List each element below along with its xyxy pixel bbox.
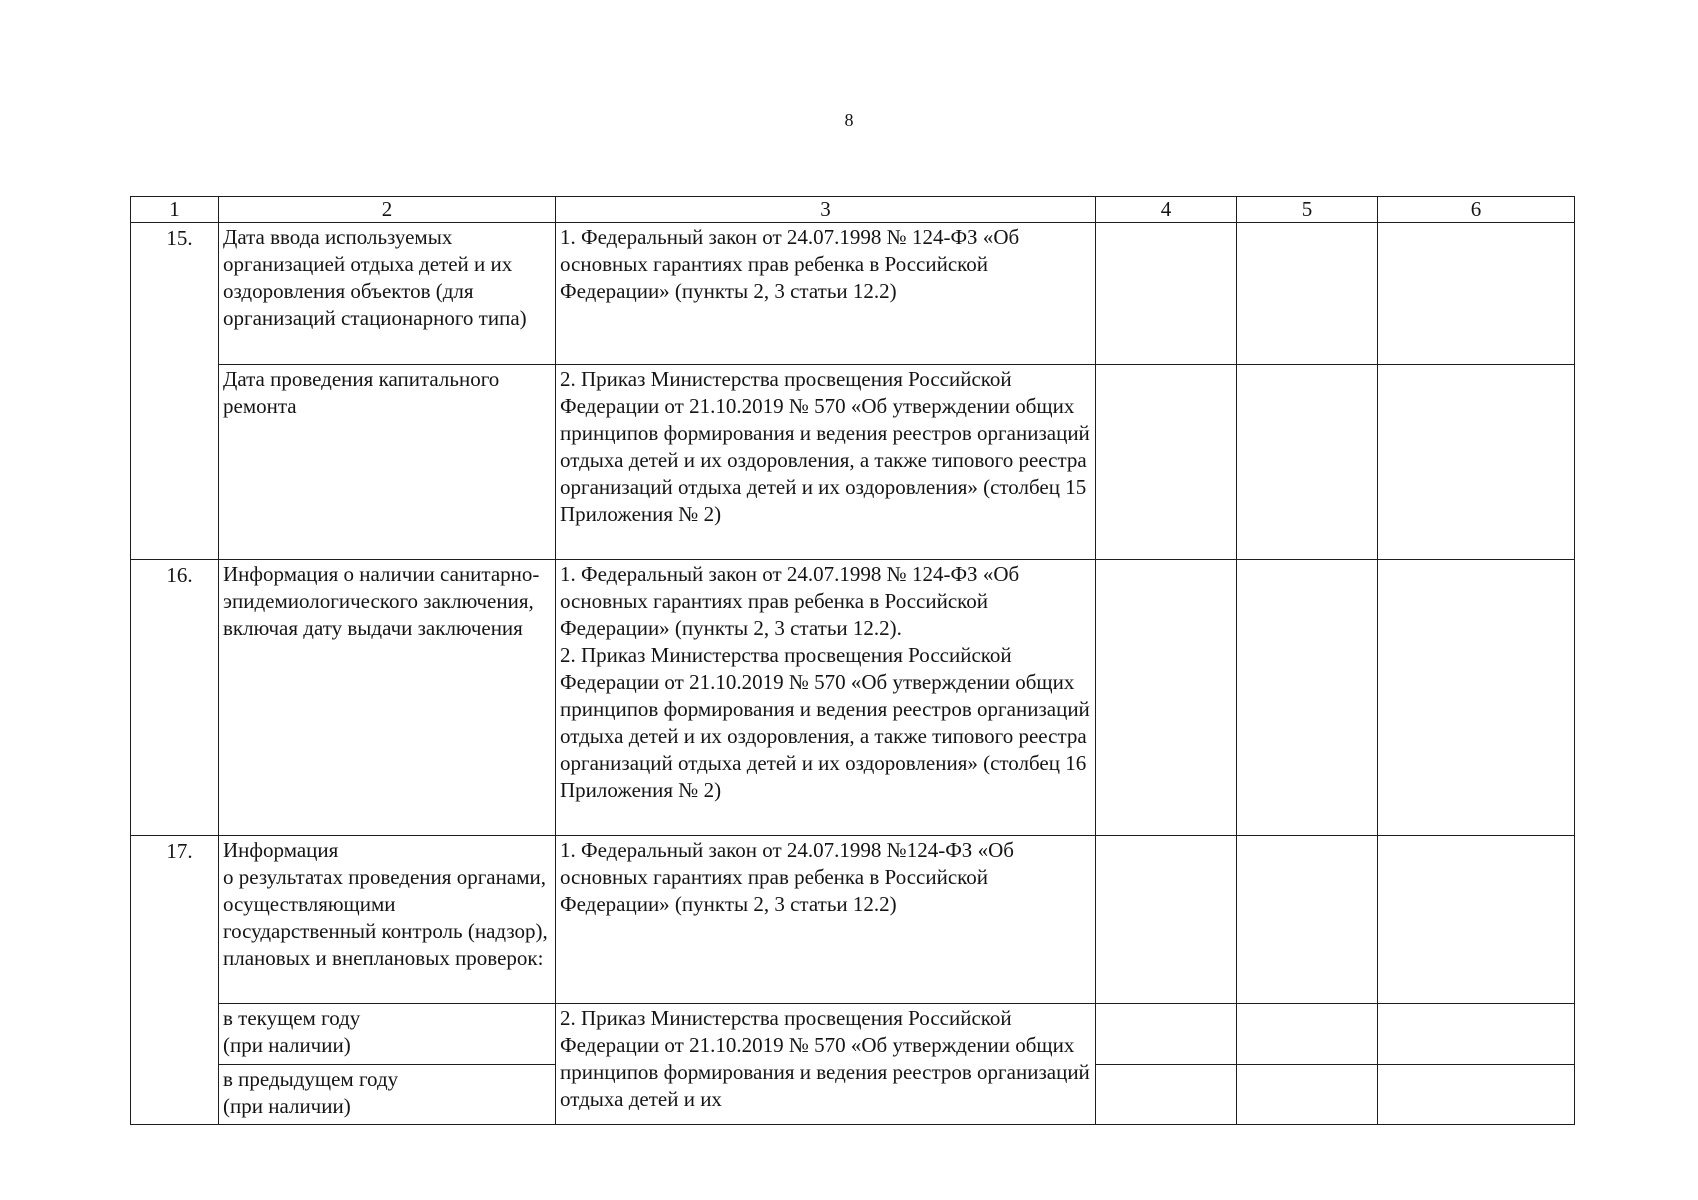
column-header-3: 3 <box>556 197 1096 223</box>
row-16-col6 <box>1378 560 1575 836</box>
table-row-15b <box>131 365 1575 560</box>
row-number-17: 17. <box>131 836 219 1125</box>
page-number: 8 <box>844 110 854 130</box>
row-17c-col6 <box>1378 1065 1575 1125</box>
table-row-16 <box>131 560 1575 836</box>
row-15a-legal-basis: 1. Федеральный закон от 24.07.1998 № 124-ФЗ «Об основных гарантиях прав ребенка в Российской Федерации» (пункты 2, 3 статьи 12.2) <box>556 223 1096 365</box>
row-16-indicator: Информация о наличии санитарно- эпидемиологического заключения, включая дату выдачи заключения <box>219 560 556 836</box>
table-header-row <box>131 197 1575 223</box>
row-15b-indicator: Дата проведения капитального ремонта <box>219 365 556 560</box>
row-17a-col6 <box>1378 836 1575 1004</box>
row-17b-legal-basis: 2. Приказ Министерства просвещения Российской Федерации от 21.10.2019 № 570 «Об утверждении общих принципов формирования и ведения реестров организаций отдыха детей и их <box>556 1004 1096 1125</box>
row-17b-indicator: в текущем году (при наличии) <box>219 1004 556 1065</box>
column-header-2: 2 <box>219 197 556 223</box>
row-15b-col5 <box>1237 365 1378 560</box>
row-15a-col5 <box>1237 223 1378 365</box>
table-row-17a <box>131 836 1575 1004</box>
column-header-4: 4 <box>1096 197 1237 223</box>
row-17c-col4 <box>1096 1065 1237 1125</box>
row-17a-indicator: Информация о результатах проведения органами, осуществляющими государственный контроль (надзор), плановых и внеплановых проверок: <box>219 836 556 1004</box>
row-16-col4 <box>1096 560 1237 836</box>
row-15a-col4 <box>1096 223 1237 365</box>
row-number-16: 16. <box>131 560 219 836</box>
column-header-1: 1 <box>131 197 219 223</box>
requirements-table <box>130 196 1575 1125</box>
row-17b-col4 <box>1096 1004 1237 1065</box>
row-15b-col4 <box>1096 365 1237 560</box>
table-row-15a <box>131 223 1575 365</box>
row-15a-col6 <box>1378 223 1575 365</box>
row-17c-indicator: в предыдущем году (при наличии) <box>219 1065 556 1125</box>
column-header-5: 5 <box>1237 197 1378 223</box>
row-16-col5 <box>1237 560 1378 836</box>
row-17b-col6 <box>1378 1004 1575 1065</box>
row-16-legal-basis: 1. Федеральный закон от 24.07.1998 № 124-ФЗ «Об основных гарантиях прав ребенка в Российской Федерации» (пункты 2, 3 статьи 12.2). 2. Приказ Министерства просвещения Российской Федерации от 21.10.2019 № 570 «Об утверждении общих принципов формирования и ведения реестров организаций отдыха детей и их оздоровления, а также типового реестра организаций отдыха детей и их оздоровления» (столбец 16 Приложения № 2) <box>556 560 1096 836</box>
table-row-17b <box>131 1004 1575 1065</box>
row-17a-legal-basis: 1. Федеральный закон от 24.07.1998 №124-ФЗ «Об основных гарантиях прав ребенка в Российской Федерации» (пункты 2, 3 статьи 12.2) <box>556 836 1096 1004</box>
column-header-6: 6 <box>1378 197 1575 223</box>
row-15b-col6 <box>1378 365 1575 560</box>
row-17b-col5 <box>1237 1004 1378 1065</box>
row-15a-indicator: Дата ввода используемых организацией отдыха детей и их оздоровления объектов (для организаций стационарного типа) <box>219 223 556 365</box>
row-15b-legal-basis: 2. Приказ Министерства просвещения Российской Федерации от 21.10.2019 № 570 «Об утверждении общих принципов формирования и ведения реестров организаций отдыха детей и их оздоровления, а также типового реестра организаций отдыха детей и их оздоровления» (столбец 15 Приложения № 2) <box>556 365 1096 560</box>
row-17c-col5 <box>1237 1065 1378 1125</box>
row-17a-col5 <box>1237 836 1378 1004</box>
row-17a-col4 <box>1096 836 1237 1004</box>
row-number-15: 15. <box>131 223 219 560</box>
